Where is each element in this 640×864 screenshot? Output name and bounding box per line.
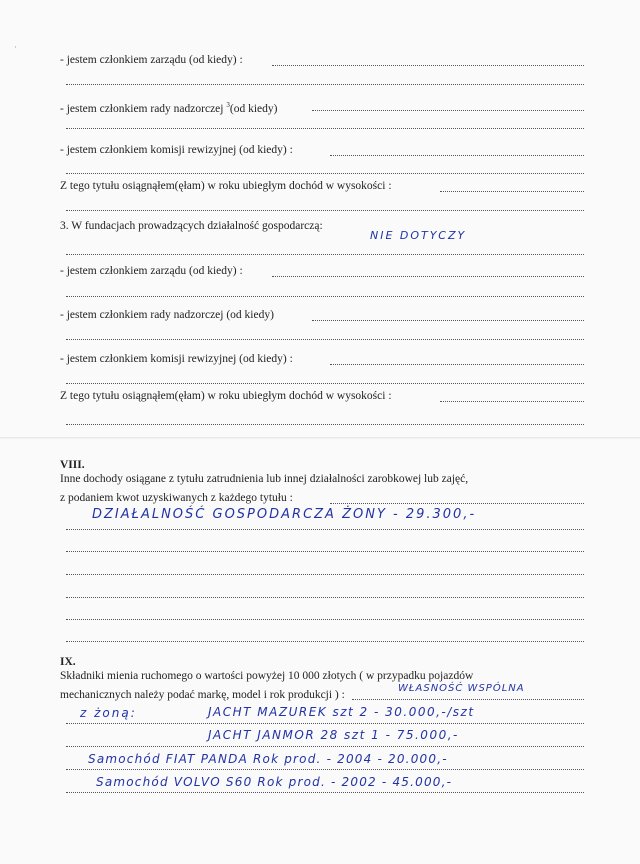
handwritten-income-entry: DZIAŁALNOŚĆ GOSPODARCZA ŻONY - 29.300,- — [92, 507, 477, 522]
dotted-line — [66, 745, 584, 747]
handwritten-yacht-mazurek: JACHT MAZUREK szt 2 - 30.000,-/szt — [208, 705, 475, 719]
foundations-label: 3. W fundacjach prowadzących działalność gospodarczą: — [60, 220, 323, 232]
dotted-line — [66, 722, 584, 724]
corner-mark: · — [14, 42, 17, 52]
dotted-line — [330, 154, 584, 156]
income-label-2: Z tego tytułu osiągnąłem(ęłam) w roku ubiegłym dochód w wysokości : — [60, 390, 392, 402]
member-supervisory-since: (od kiedy) — [229, 102, 278, 115]
section-ix-heading: IX. — [60, 656, 76, 668]
dotted-line — [272, 275, 584, 277]
dotted-line — [66, 209, 584, 211]
dotted-line — [66, 640, 584, 642]
dotted-line — [66, 295, 584, 297]
member-audit-label: - jestem członkiem komisji rewizyjnej (od kiedy) : — [60, 144, 293, 156]
dotted-line — [66, 423, 584, 425]
handwritten-car-fiat: Samochód FIAT PANDA Rok prod. - 2004 - 20.000,- — [88, 752, 448, 766]
page-fold — [0, 437, 640, 439]
section-viii-heading: VIII. — [60, 459, 85, 471]
dotted-line — [66, 338, 584, 340]
other-income-text: Inne dochody osiągane z tytułu zatrudnienia lub innej działalności zarobkowej lub zajęć, — [60, 473, 469, 485]
handwritten-with-wife: z żoną: — [80, 706, 137, 720]
footnote-mark: 3 — [226, 101, 230, 109]
handwritten-joint-ownership: WŁASNOŚĆ WSPÓLNA — [398, 683, 525, 694]
handwritten-yacht-janmor: JACHT JANMOR 28 szt 1 - 75.000,- — [208, 728, 459, 742]
dotted-line — [440, 190, 584, 192]
dotted-line — [352, 698, 584, 700]
dotted-line — [66, 253, 584, 255]
member-audit-label-2: - jestem członkiem komisji rewizyjnej (od kiedy) : — [60, 353, 293, 365]
dotted-line — [66, 550, 584, 552]
dotted-line — [66, 382, 584, 384]
dotted-line — [66, 768, 584, 770]
dotted-line — [66, 172, 584, 174]
handwritten-not-applicable: NIE DOTYCZY — [370, 229, 467, 242]
other-income-text-2: z podaniem kwot uzyskiwanych z każdego tytułu : — [60, 492, 293, 504]
member-supervisory-label-2: - jestem członkiem rady nadzorczej (od kiedy) — [60, 309, 274, 321]
dotted-line — [66, 127, 584, 129]
dotted-line — [66, 791, 584, 793]
income-label: Z tego tytułu osiągnąłem(ęłam) w roku ubiegłym dochód w wysokości : — [60, 180, 392, 192]
movable-property-text-2: mechanicznych należy podać markę, model i rok produkcji ) : — [60, 689, 345, 701]
dotted-line — [66, 528, 584, 530]
handwritten-car-volvo: Samochód VOLVO S60 Rok prod. - 2002 - 45.000,- — [96, 775, 453, 789]
member-board-label-2: - jestem członkiem zarządu (od kiedy) : — [60, 265, 243, 277]
dotted-line — [312, 109, 584, 111]
dotted-line — [272, 64, 584, 66]
dotted-line — [66, 83, 584, 85]
dotted-line — [66, 596, 584, 598]
dotted-line — [66, 573, 584, 575]
member-supervisory-text: - jestem członkiem rady nadzorczej — [60, 102, 224, 115]
dotted-line — [66, 618, 584, 620]
movable-property-text: Składniki mienia ruchomego o wartości powyżej 10 000 złotych ( w przypadku pojazdów — [60, 670, 474, 682]
dotted-line — [440, 400, 584, 402]
member-supervisory-label — [60, 98, 277, 116]
member-board-label: - jestem członkiem zarządu (od kiedy) : — [60, 54, 243, 66]
dotted-line — [312, 319, 584, 321]
dotted-line — [330, 502, 584, 504]
dotted-line — [330, 363, 584, 365]
